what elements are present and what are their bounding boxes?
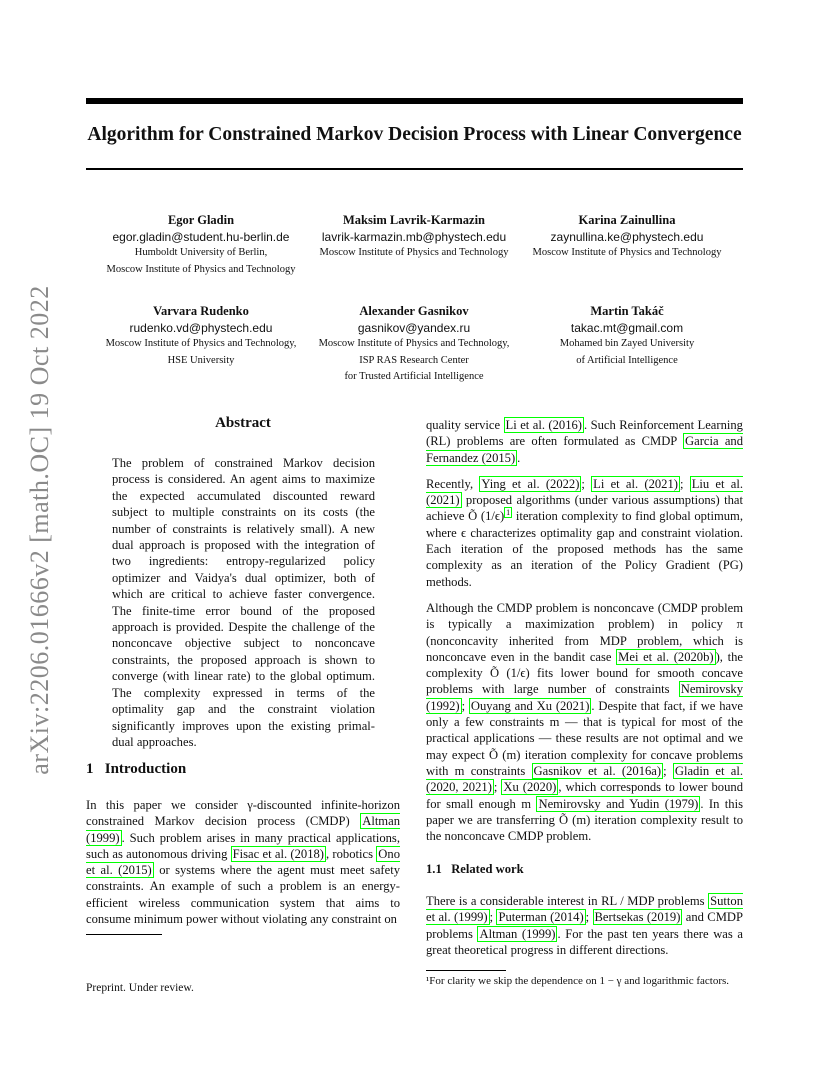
text-run: , which corresponds to lower bound for small enough m (426, 780, 743, 811)
paragraph (426, 600, 743, 844)
author-affiliation: Moscow Institute of Physics and Technology, (318, 338, 510, 349)
paragraph (426, 417, 743, 466)
related-work-paragraph (426, 893, 743, 968)
author-name: Egor Gladin (167, 213, 235, 227)
title-rule-top (86, 98, 743, 104)
text-run: There is a considerable interest in RL / MDP problems (426, 894, 709, 908)
text-run: ; (663, 763, 673, 778)
author-card (522, 212, 732, 262)
citation-link[interactable]: Gladin et al. (2020, 2021) (426, 763, 743, 795)
text-run: or systems where the agent must meet safety constraints. An example of such a problem is an energy-efficient wireless communication system that aims to consume minimum power without violating any constraint on (86, 863, 401, 927)
text-run: . In this paper we are transferring Õ (m) iteration complexity result to the nonconcave CMDP problem. (426, 796, 743, 844)
author-affiliation: Moscow Institute of Physics and Technology (319, 247, 509, 258)
author-email[interactable]: takac.mt@gmail.com (570, 321, 684, 335)
citation-link[interactable]: Gasnikov et al. (2016a) (533, 763, 662, 778)
arxiv-identifier: arXiv:2206.01666v2 [math.OC] 19 Oct 2022 (25, 285, 54, 775)
author-affiliation: Humboldt University of Berlin, (134, 247, 268, 258)
author-affiliation: ISP RAS Research Center (359, 354, 469, 366)
author-affiliation: Moscow Institute of Physics and Technology, (105, 338, 297, 349)
citation-link[interactable]: Mei et al. (2020b) (618, 649, 714, 664)
section-heading-introduction: 1 Introduction (86, 761, 187, 777)
title-rule-bottom (86, 168, 743, 170)
citation-link[interactable]: Nemirovsky (1992) (426, 682, 743, 713)
author-card (309, 303, 519, 386)
citation-link[interactable]: Fisac et al. (2018) (232, 846, 324, 861)
text-run: ; (585, 910, 593, 925)
author-name: Martin Takáč (590, 304, 664, 318)
author-affiliation: Moscow Institute of Physics and Technology (106, 263, 296, 275)
text-run: Recently, (426, 476, 480, 491)
text-run: . Such Reinforcement Learning (RL) problems are often formulated as CMDP (426, 418, 743, 449)
text-run: iteration complexity to find global optimum, where ϵ characterizes optimality gap and constraint violation. Each iteration of the proposed methods has the same complexity as an iteration of the Policy Gradient (PG) methods. (426, 509, 744, 589)
text-run: . Despite that fact, if we have only a few constraints m — that is typical for most of the practical applications — these results are not optimal and we may expect Õ (m) iteration complexity for concave problems with m constraints (426, 698, 743, 778)
author-email[interactable]: zaynullina.ke@phystech.edu (550, 230, 704, 244)
subsection-heading-related-work: 1.1 Related work (426, 862, 524, 876)
abstract-text: The problem of constrained Markov decision process is considered. An agent aims to maximize the expected accumulated discounted reward subject to multiple constraints on its costs (the number of constraints is relatively small). A new dual approach is proposed with the integration of two ingredients: entropy-regularized policy optimizer and Vaidya's dual optimizer, both of which are critical to achieve faster convergence. The finite-time error bound of the proposed approach is provided. Despite the challenge of the nonconcave objective subject to nonconcave constraints, the proposed approach is shown to converge (with linear rate) to the global optimum. The complexity expressed in terms of the optimality gap and the constraint violation significantly improves upon the existing primal-dual approaches. (112, 456, 375, 749)
author-name: Alexander Gasnikov (359, 304, 469, 318)
citation-link[interactable]: Altman (1999) (479, 926, 556, 941)
citation-link[interactable]: Ying et al. (2022) (481, 476, 580, 491)
text-run: ; (489, 910, 497, 925)
right-column-text (426, 417, 743, 854)
author-affiliation: HSE University (167, 354, 235, 366)
text-run: ), the complexity Õ (1/ϵ) fits lower bound for smooth concave problems with large number of constraints (426, 649, 743, 697)
citation-link[interactable]: Garcia and Fernandez (2015) (426, 434, 743, 465)
citation-link[interactable]: Sutton et al. (1999) (426, 894, 743, 925)
author-email[interactable]: egor.gladin@student.hu-berlin.de (112, 230, 290, 244)
author-card (522, 303, 732, 369)
author-name: Maksim Lavrik-Karmazin (342, 213, 485, 227)
citation-link[interactable]: Ono et al. (2015) (86, 846, 400, 878)
text-run: ; (461, 698, 469, 713)
preprint-note: Preprint. Under review. (86, 982, 194, 994)
author-name: Varvara Rudenko (153, 304, 249, 318)
citation-link[interactable]: Altman (1999) (86, 814, 400, 845)
abstract-heading: Abstract (215, 415, 271, 431)
author-name: Karina Zainullina (578, 213, 676, 227)
footnote-marker[interactable]: 1 (506, 508, 511, 518)
author-card (96, 212, 306, 278)
paragraph (426, 476, 743, 590)
text-run: Although the CMDP problem is nonconcave (CMDP problem is typically a maximization problem) in policy π (nonconcavity inherited from MDP problem, which is nonconcave even in the bandit case (426, 600, 743, 664)
footnote: ¹For clarity we skip the dependence on 1 − γ and logarithmic factors. (426, 975, 730, 987)
author-card (309, 212, 519, 262)
author-email[interactable]: gasnikov@yandex.ru (357, 321, 471, 335)
paper-title: Algorithm for Constrained Markov Decision Process with Linear Convergence (87, 124, 742, 145)
citation-link[interactable]: Nemirovsky and Yudin (1979) (538, 796, 699, 811)
text-run: proposed algorithms (under various assumptions) that achieve Õ (1/ϵ) (426, 493, 743, 524)
text-run: . For the past ten years there was a great theoretical progress in different directions. (426, 926, 743, 957)
author-card (96, 303, 306, 369)
text-run: and CMDP problems (426, 910, 744, 941)
text-run: ; (581, 476, 592, 491)
citation-link[interactable]: Li et al. (2016) (505, 418, 582, 432)
text-run: . (517, 450, 521, 465)
text-run: ; (493, 780, 502, 795)
author-affiliation: for Trusted Artificial Intelligence (344, 371, 484, 382)
author-affiliation: of Artificial Intelligence (576, 354, 678, 366)
text-run: , robotics (326, 846, 377, 861)
footnote-rule-right (426, 970, 506, 971)
author-email[interactable]: lavrik-karmazin.mb@phystech.edu (321, 230, 507, 244)
author-affiliation: Moscow Institute of Physics and Technology (532, 247, 722, 258)
author-affiliation: Mohamed bin Zayed University (559, 338, 695, 349)
footnote-rule-left (86, 934, 162, 935)
author-email[interactable]: rudenko.vd@phystech.edu (129, 321, 273, 335)
citation-link[interactable]: Li et al. (2021) (593, 476, 678, 491)
citation-link[interactable]: Bertsekas (2019) (594, 910, 681, 925)
citation-link[interactable]: Xu (2020) (503, 780, 557, 795)
text-run: In this paper we consider γ-discounted infinite-horizon constrained Markov decision process (CMDP) (86, 798, 400, 829)
citation-link[interactable]: Ouyang and Xu (2021) (470, 698, 590, 713)
text-run: . Such problem arises in many practical applications, such as autonomous driving (86, 830, 400, 861)
text-run: quality service (426, 418, 504, 432)
text-run: ; (679, 476, 690, 491)
citation-link[interactable]: Liu et al. (2021) (426, 476, 743, 508)
citation-link[interactable]: Puterman (2014) (498, 910, 584, 925)
intro-paragraph (86, 797, 400, 937)
